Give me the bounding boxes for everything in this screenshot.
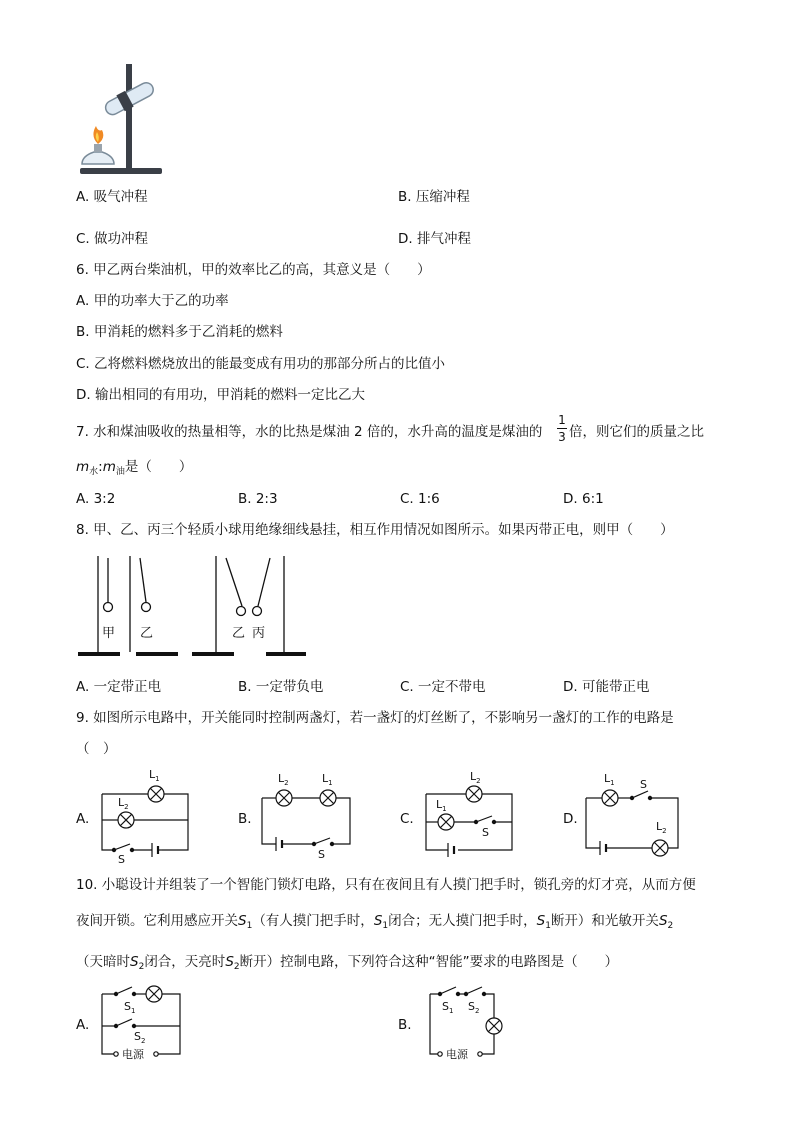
switch-icon (476, 816, 492, 822)
q6-stem: 6. 甲乙两台柴油机，甲的效率比乙的高，其意义是（ ） (76, 262, 431, 278)
label-s: S (640, 778, 647, 791)
label-s2: $S_2$ (134, 1030, 146, 1045)
q10-line-3: （天暗时$S_2$闭合，天亮时$S_2$断开）控制电路，下列符合这种“智能”要求的电路图是（ ） (76, 954, 619, 972)
ball-jia (104, 603, 113, 612)
q8-stem: 8. 甲、乙、丙三个轻质小球用绝缘细线悬挂，相互作用情况如图所示。如果丙带正电，则甲（ ） (76, 522, 674, 538)
switch-icon (314, 838, 330, 844)
q9-circuit-a (96, 766, 196, 866)
q7-fraction-denominator: 3 (558, 430, 566, 444)
switch-icon (632, 791, 648, 798)
label-l1: $L_1$ (436, 798, 447, 813)
q6-option-a[interactable]: A. 甲的功率大于乙的功率 (76, 293, 229, 309)
switch-icon (114, 844, 130, 850)
label-l2: $L_2$ (470, 770, 481, 785)
switch-s2-icon (116, 1019, 132, 1026)
q7-stem-part2: 倍，则它们的质量之比 (569, 424, 704, 440)
q10-option-a[interactable]: A. (76, 1017, 90, 1033)
q9-option-b[interactable]: B. (238, 811, 252, 827)
label-s: S (318, 848, 325, 861)
q6-option-c[interactable]: C. 乙将燃料燃烧放出的能最变成有用功的那部分所占的比值小 (76, 356, 446, 372)
q5-option-d[interactable]: D. 排气冲程 (398, 231, 471, 247)
label-jia: 甲 (102, 626, 116, 641)
q5-option-b[interactable]: B. 压缩冲程 (398, 189, 470, 205)
label-s: S (118, 853, 125, 866)
q6-option-d[interactable]: D. 输出相同的有用功，甲消耗的燃料一定比乙大 (76, 387, 365, 403)
q10-line-2: 夜间开锁。它利用感应开关$S_1$（有人摸门把手时，$S_1$闭合；无人摸门把手时，$S_1$断开）和光敏开关$S_2$ (76, 913, 674, 931)
q7-option-a[interactable]: A. 3:2 (76, 491, 116, 507)
q7-stem-part1: 7. 水和煤油吸收的热量相等，水的比热是煤油 2 倍的，水升高的温度是煤油的 (76, 424, 543, 440)
label-l2: $L_2$ (278, 772, 289, 787)
label-bing: 丙 (252, 626, 266, 641)
ball-bing (253, 607, 262, 616)
q8-option-a[interactable]: A. 一定带正电 (76, 679, 162, 695)
q9-circuit-b (258, 766, 358, 866)
label-l1: $L_1$ (604, 772, 615, 787)
label-s1: $S_1$ (124, 1000, 136, 1015)
label-yi: 乙 (140, 626, 154, 641)
test-tube-heating-apparatus (74, 60, 164, 180)
q6-option-b[interactable]: B. 甲消耗的燃料多于乙消耗的燃料 (76, 324, 283, 340)
q10-circuit-b (420, 982, 520, 1066)
label-l2: $L_2$ (656, 820, 667, 835)
q10-option-b[interactable]: B. (398, 1017, 412, 1033)
q9-option-d[interactable]: D. (563, 811, 578, 827)
ball-yi-1 (142, 603, 151, 612)
q10-line-1: 10. 小聪设计并组装了一个智能门锁灯电路，只有在夜间且有人摸门把手时，锁孔旁的灯才亮，从而方便 (76, 877, 696, 893)
label-s: S (482, 826, 489, 839)
q8-option-c[interactable]: C. 一定不带电 (400, 679, 486, 695)
stand-base (80, 168, 162, 174)
switch-s1-icon (116, 987, 132, 994)
label-yi-2: 乙 (232, 626, 246, 641)
label-s2: $S_2$ (468, 1000, 480, 1015)
q9-option-a[interactable]: A. (76, 811, 90, 827)
q9-stem: 9. 如图所示电路中，开关能同时控制两盏灯，若一盏灯的灯丝断了，不影响另一盏灯的工作的电路是 (76, 710, 674, 726)
q7-fraction-bar (557, 428, 567, 429)
alcohol-lamp (82, 152, 114, 164)
q5-option-c[interactable]: C. 做功冲程 (76, 231, 149, 247)
stand-rod (126, 64, 132, 172)
ball-yi-2 (237, 607, 246, 616)
q7-option-d[interactable]: D. 6:1 (563, 491, 604, 507)
q5-option-a[interactable]: A. 吸气冲程 (76, 189, 148, 205)
switch-s1-icon (440, 987, 456, 994)
q7-option-c[interactable]: C. 1:6 (400, 491, 440, 507)
q7-option-b[interactable]: B. 2:3 (238, 491, 278, 507)
q8-option-d[interactable]: D. 可能带正电 (563, 679, 650, 695)
label-l2: $L_2$ (118, 796, 129, 811)
q7-fraction-numerator: 1 (558, 413, 566, 427)
label-s1: $S_1$ (442, 1000, 454, 1015)
label-l1: $L_1$ (322, 772, 333, 787)
label-power: 电源 (122, 1048, 144, 1061)
q8-option-b[interactable]: B. 一定带负电 (238, 679, 324, 695)
q9-circuit-c (420, 766, 520, 866)
q10-circuit-a (94, 982, 194, 1066)
switch-s2-icon (466, 987, 482, 994)
label-power: 电源 (446, 1048, 468, 1061)
q8-hanging-balls-figure (74, 552, 314, 664)
label-l1: $L_1$ (149, 768, 160, 783)
q9-option-c[interactable]: C. (400, 811, 414, 827)
q9-stem-blank: （ ） (76, 741, 117, 757)
flame-icon (93, 126, 103, 144)
q9-circuit-d (580, 766, 690, 866)
q7-mass-ratio: $m_水:m_油$是（ ） (76, 459, 193, 477)
